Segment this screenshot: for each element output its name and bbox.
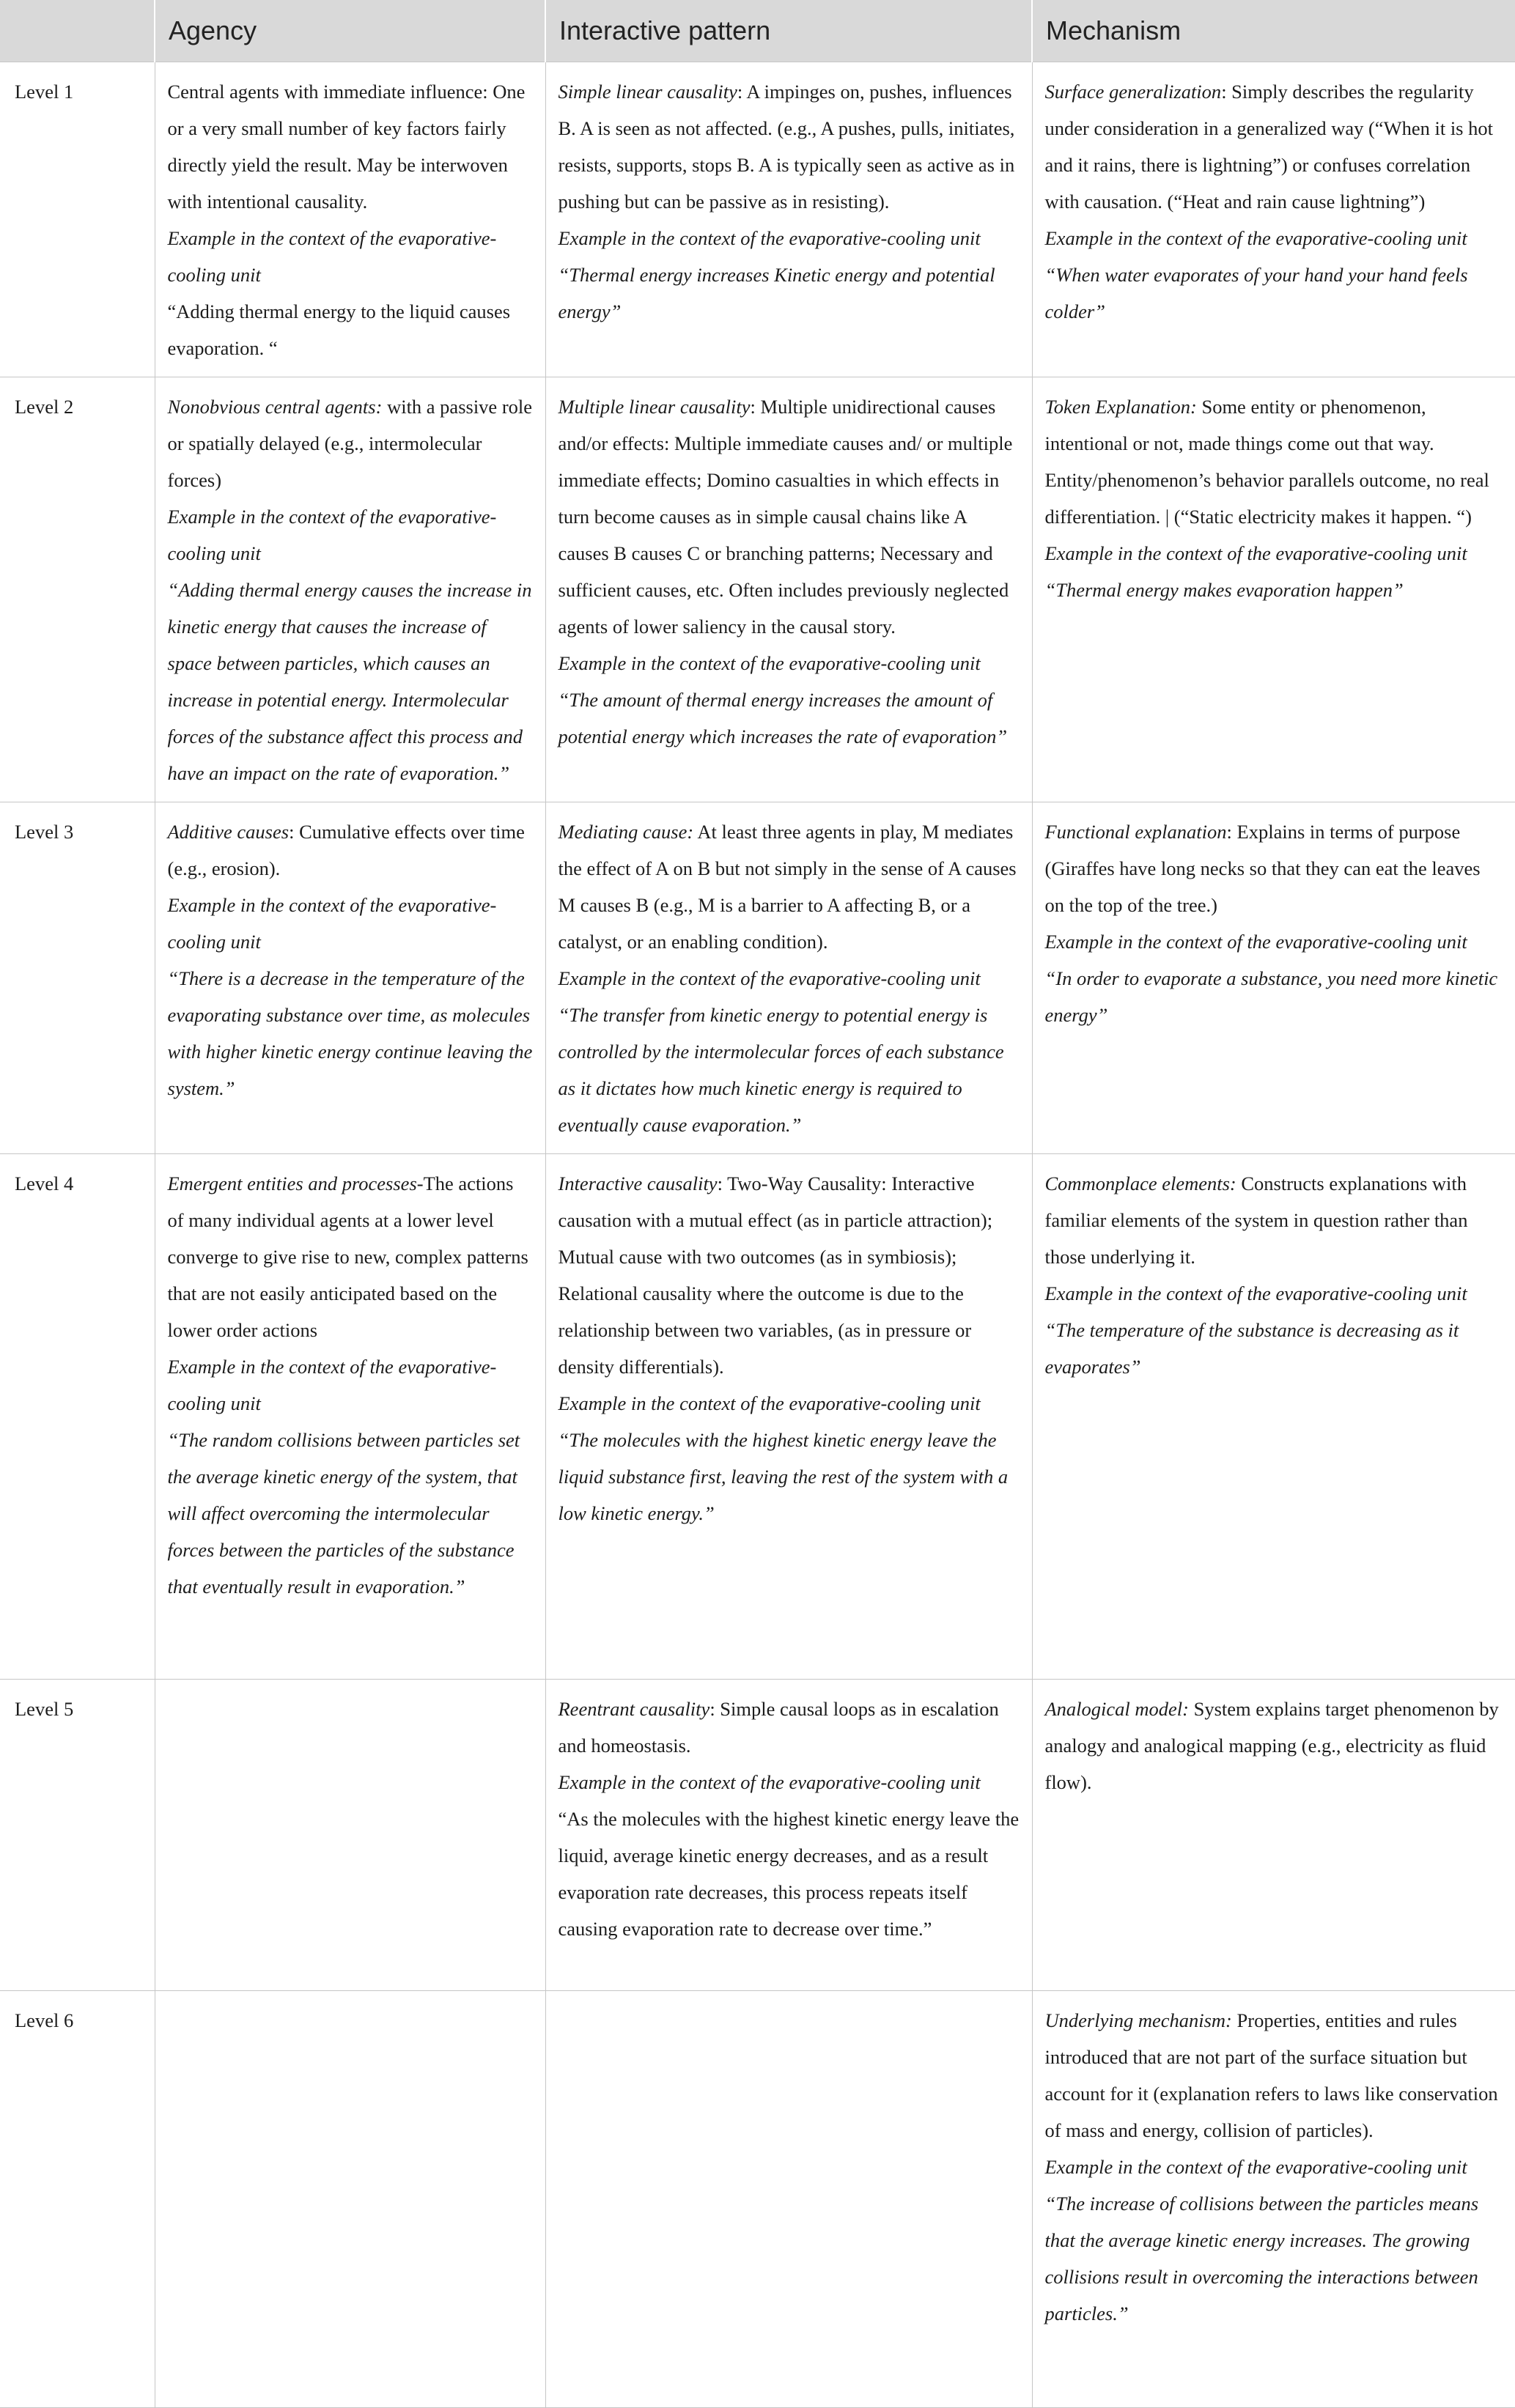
table-row xyxy=(0,802,1515,1154)
mechanism-term: Functional explanation xyxy=(1044,821,1227,843)
pattern-term: Interactive causality xyxy=(558,1172,718,1194)
example-label: Example in the context of the evaporative-cooling unit xyxy=(1044,2156,1467,2178)
agency-example: “Adding thermal energy causes the increase in kinetic energy that causes the increase of space between particles, which causes an increase in potential energy. Intermolecular forces of the substance affect this process and have an impact on the rate of evaporation.” xyxy=(167,579,532,784)
mechanism-example: “The increase of collisions between the particles means that the average kinetic energy increases. The growing collisions result in overcoming the interactions between particles.” xyxy=(1044,2193,1479,2324)
mechanism-description: : Simply describes the regularity under consideration in a generalized way (“When it is hot and it rains, there is lightning”) or confuses correlation with causation. (“Heat and rain cause lightning”) xyxy=(1044,81,1493,213)
header-mechanism: Mechanism xyxy=(1032,0,1515,62)
header-agency: Agency xyxy=(155,0,545,62)
agency-example: “There is a decrease in the temperature of the evaporating substance over time, as molecules with higher kinetic energy continue leaving the system.” xyxy=(167,967,533,1099)
agency-description: with a passive role or spatially delayed (e.g., intermolecular forces) xyxy=(167,396,533,491)
mechanism-cell xyxy=(1032,377,1515,802)
example-label: Example in the context of the evaporative-cooling unit xyxy=(558,967,981,989)
table-row xyxy=(0,1991,1515,2408)
example-label: Example in the context of the evaporative-cooling unit xyxy=(558,227,981,249)
pattern-description: : Multiple unidirectional causes and/or effects: Multiple immediate causes and/ or multiple immediate effects; Domino casualties in which effects in turn become causes as in simple causal chains like A causes B causes C or branching patterns; Necessary and sufficient causes, etc. Often includes previously neglected agents of lower saliency in the causal story. xyxy=(558,396,1013,638)
mechanism-term: Token Explanation: xyxy=(1044,396,1197,418)
agency-cell xyxy=(155,802,545,1154)
agency-description: The actions of many individual agents at a lower level converge to give rise to new, complex patterns that are not easily anticipated based on the lower order actions xyxy=(167,1172,528,1341)
mechanism-cell xyxy=(1032,62,1515,377)
agency-cell xyxy=(155,377,545,802)
level-label: Level 6 xyxy=(0,1991,155,2408)
level-label: Level 5 xyxy=(0,1680,155,1991)
example-label: Example in the context of the evaporative-cooling unit xyxy=(167,506,497,564)
agency-description: : Cumulative effects over time (e.g., erosion). xyxy=(167,821,525,879)
pattern-cell-empty xyxy=(545,1991,1032,2408)
pattern-cell xyxy=(545,802,1032,1154)
table-row xyxy=(0,377,1515,802)
example-label: Example in the context of the evaporative-cooling unit xyxy=(1044,542,1467,564)
pattern-cell xyxy=(545,1680,1032,1991)
pattern-description: : Two-Way Causality: Interactive causation with a mutual effect (as in particle attraction); Mutual cause with two outcomes (as in symbiosis); Relational causality where the outcome is due to the relationship between two variables, (as in pressure or density differentials). xyxy=(558,1172,993,1378)
table-row xyxy=(0,1154,1515,1680)
example-label: Example in the context of the evaporative-cooling unit xyxy=(1044,1282,1467,1304)
pattern-description: : Simple causal loops as in escalation and homeostasis. xyxy=(558,1698,999,1757)
level-label: Level 4 xyxy=(0,1154,155,1680)
agency-cell xyxy=(155,62,545,377)
mechanism-description: Some entity or phenomenon, intentional or not, made things come out that way. Entity/phenomenon’s behavior parallels outcome, no real differentiation. | (“Static electricity makes it happen. “) xyxy=(1044,396,1489,528)
mechanism-description: System explains target phenomenon by analogy and analogical mapping (e.g., electricity as fluid flow). xyxy=(1044,1698,1499,1793)
agency-cell-empty xyxy=(155,1991,545,2408)
mechanism-cell xyxy=(1032,1154,1515,1680)
pattern-example: “The amount of thermal energy increases the amount of potential energy which increases the rate of evaporation” xyxy=(558,689,1008,747)
mechanism-description: Constructs explanations with familiar elements of the system in question rather than those underlying it. xyxy=(1044,1172,1468,1268)
agency-example: “The random collisions between particles set the average kinetic energy of the system, that will affect overcoming the intermolecular forces between the particles of the substance that eventually result in evaporation.” xyxy=(167,1429,520,1598)
mechanism-description: : Explains in terms of purpose (Giraffes have long necks so that they can eat the leaves on the top of the tree.) xyxy=(1044,821,1481,916)
mechanism-example: “The temperature of the substance is decreasing as it evaporates” xyxy=(1044,1319,1459,1378)
level-label: Level 1 xyxy=(0,62,155,377)
pattern-term: Mediating cause: xyxy=(558,821,694,843)
level-label: Level 2 xyxy=(0,377,155,802)
pattern-description: At least three agents in play, M mediates the effect of A on B but not simply in the sense of A causes M causes B (e.g., M is a barrier to A affecting B, or a catalyst, or an enabling condition). xyxy=(558,821,1017,953)
level-label: Level 3 xyxy=(0,802,155,1154)
example-label: Example in the context of the evaporative-cooling unit xyxy=(558,652,981,674)
table-row xyxy=(0,1680,1515,1991)
example-label: Example in the context of the evaporative-cooling unit xyxy=(167,1356,497,1414)
example-label: Example in the context of the evaporative-cooling unit xyxy=(167,894,497,953)
pattern-term: Multiple linear causality xyxy=(558,396,751,418)
example-label: Example in the context of the evaporative-cooling unit xyxy=(558,1392,981,1414)
mechanism-example: “Thermal energy makes evaporation happen” xyxy=(1044,579,1404,601)
pattern-example: “The molecules with the highest kinetic energy leave the liquid substance first, leaving the rest of the system with a low kinetic energy.” xyxy=(558,1429,1009,1524)
header-interactive-pattern: Interactive pattern xyxy=(545,0,1032,62)
pattern-cell xyxy=(545,62,1032,377)
agency-example: “Adding thermal energy to the liquid causes evaporation. “ xyxy=(167,300,511,359)
agency-term: Nonobvious central agents: xyxy=(167,396,383,418)
header-row xyxy=(0,0,1515,62)
agency-term: Emergent entities and processes- xyxy=(167,1172,424,1194)
mechanism-example: “When water evaporates of your hand your hand feels colder” xyxy=(1044,264,1468,322)
mechanism-term: Surface generalization xyxy=(1044,81,1222,103)
mechanism-description: Properties, entities and rules introduced that are not part of the surface situation but account for it (explanation refers to laws like conservation of mass and energy, collision of particles). xyxy=(1044,2009,1498,2141)
agency-term: Additive causes xyxy=(167,821,290,843)
agency-cell xyxy=(155,1154,545,1680)
mechanism-cell xyxy=(1032,1991,1515,2408)
example-label: Example in the context of the evaporative-cooling unit xyxy=(1044,931,1467,953)
example-label: Example in the context of the evaporative-cooling unit xyxy=(558,1771,981,1793)
mechanism-term: Commonplace elements: xyxy=(1044,1172,1236,1194)
pattern-term: Simple linear causality xyxy=(558,81,737,103)
pattern-example: “Thermal energy increases Kinetic energy and potential energy” xyxy=(558,264,995,322)
agency-cell-empty xyxy=(155,1680,545,1991)
pattern-cell xyxy=(545,377,1032,802)
mechanism-cell xyxy=(1032,1680,1515,1991)
header-level xyxy=(0,0,155,62)
mechanism-cell xyxy=(1032,802,1515,1154)
agency-description: Central agents with immediate influence: One or a very small number of key factors fairly directly yield the result. May be interwoven with intentional causality. xyxy=(167,81,526,213)
example-label: Example in the context of the evaporative-cooling unit xyxy=(1044,227,1467,249)
mechanism-term: Analogical model: xyxy=(1044,1698,1189,1720)
table-row xyxy=(0,62,1515,377)
pattern-example: “The transfer from kinetic energy to potential energy is controlled by the intermolecular forces of each substance as it dictates how much kinetic energy is required to eventually cause evaporation.” xyxy=(558,1004,1004,1136)
mechanism-example: “In order to evaporate a substance, you need more kinetic energy” xyxy=(1044,967,1498,1026)
example-label: Example in the context of the evaporative-cooling unit xyxy=(167,227,497,286)
pattern-example: “As the molecules with the highest kinetic energy leave the liquid, average kinetic energy decreases, and as a result evaporation rate decreases, this process repeats itself causing evaporation rate to decrease over time.” xyxy=(558,1808,1020,1940)
pattern-cell xyxy=(545,1154,1032,1680)
pattern-description: : A impinges on, pushes, influences B. A is seen as not affected. (e.g., A pushes, pulls, initiates, resists, supports, stops B. A is typically seen as active as in pushing but can be passive as in resisting). xyxy=(558,81,1015,213)
mechanism-term: Underlying mechanism: xyxy=(1044,2009,1232,2031)
pattern-term: Reentrant causality xyxy=(558,1698,710,1720)
